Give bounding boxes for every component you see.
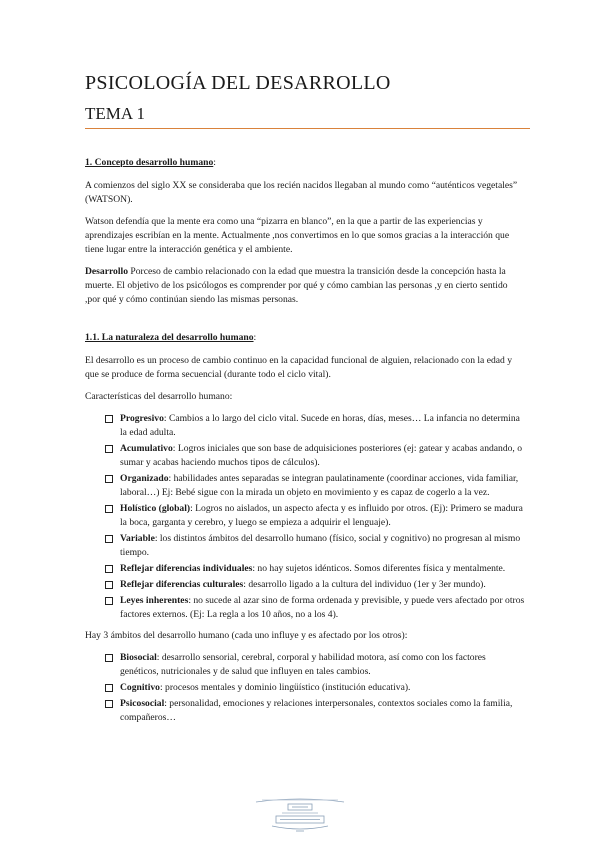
section-spacer bbox=[85, 315, 525, 331]
item-text: : desarrollo ligado a la cultura del individuo (1er y 3er mundo). bbox=[243, 579, 486, 590]
item-text: : Cambios a lo largo del ciclo vital. Sucede en horas, días, meses… La infancia no determina la edad adulta. bbox=[120, 413, 520, 438]
item-term: Holístico (global) bbox=[120, 503, 191, 514]
checkbox-bullet-icon bbox=[105, 475, 113, 483]
checkbox-bullet-icon bbox=[105, 505, 113, 513]
list-intro: Características del desarrollo humano: bbox=[85, 391, 233, 402]
section-heading-concept bbox=[85, 156, 525, 170]
paragraph: Watson defendía que la mente era como una “pizarra en blanco”, en la que a partir de las experiencias y aprendizajes escribían en la mente. Actualmente ,nos convertimos en lo que somos gracias a la interacción que tiene lugar entre la interacción genética y el ambiente. bbox=[85, 216, 510, 255]
list-item bbox=[85, 502, 525, 530]
item-text: : Logros no aislados, un aspecto afecta y es influido por otros. (Ej): Primero se madura la boca, garganta y cerebro, y luego se empieza a adquirir el lenguaje). bbox=[120, 503, 523, 528]
list-item bbox=[85, 532, 525, 560]
definition-paragraph bbox=[85, 265, 525, 307]
heading-colon: : bbox=[253, 332, 257, 343]
item-term: Organizado bbox=[120, 473, 169, 484]
footer-logo bbox=[252, 796, 348, 836]
item-term: Biosocial bbox=[120, 652, 157, 663]
item-text: : personalidad, emociones y relaciones interpersonales, contextos sociales como la familia, compañeros… bbox=[120, 698, 513, 723]
section-heading-nature bbox=[85, 331, 525, 345]
list-item bbox=[85, 681, 525, 695]
checkbox-bullet-icon bbox=[105, 684, 113, 692]
definition-text: Porceso de cambio relacionado con la edad que muestra la transición desde la concepción hasta la muerte. El objetivo de los psicólogos es comprender por qué y cómo cambian las personas ,y en cierto sentido ,por qué y cómo continúan siendo las mismas personas. bbox=[85, 266, 508, 305]
areas-list bbox=[85, 651, 525, 725]
item-term: Psicosocial bbox=[120, 698, 165, 709]
item-term: Reflejar diferencias culturales bbox=[120, 579, 244, 590]
item-term: Leyes inherentes bbox=[120, 595, 189, 606]
checkbox-bullet-icon bbox=[105, 535, 113, 543]
list-item bbox=[85, 562, 525, 576]
item-text: : no hay sujetos idénticos. Somos diferentes física y mentalmente. bbox=[252, 563, 506, 574]
paragraph: El desarrollo es un proceso de cambio continuo en la capacidad funcional de alguien, relacionado con la edad y que se produce de forma secuencial (durante todo el ciclo vital). bbox=[85, 355, 513, 380]
item-term: Cognitivo bbox=[120, 682, 160, 693]
logo-mark bbox=[256, 799, 344, 831]
item-text: : los distintos ámbitos del desarrollo humano (físico, social y cognitivo) no progresan al mismo tiempo. bbox=[120, 533, 521, 558]
item-term: Variable bbox=[120, 533, 155, 544]
item-text: : no sucede al azar sino de forma ordenada y previsible, y puede vers afectado por otros factores externos. (Ej: La regla a los 10 años, no a los 4). bbox=[120, 595, 525, 620]
item-text: : procesos mentales y dominio lingüístico (institución educativa). bbox=[159, 682, 411, 693]
list-intro: Hay 3 ámbitos del desarrollo humano (cada uno influye y es afectado por los otros): bbox=[85, 630, 408, 641]
list-item bbox=[85, 442, 525, 470]
checkbox-bullet-icon bbox=[105, 700, 113, 708]
list-item bbox=[85, 412, 525, 440]
section-heading-text: 1. Concepto desarrollo humano bbox=[85, 157, 214, 168]
item-text: : Logros iniciales que son base de adquisiciones posteriores (ej: gatear y acabas andando, o sumar y acabas haciendo muchos tipos de cálculos). bbox=[120, 443, 523, 468]
characteristics-list bbox=[85, 412, 525, 622]
item-term: Acumulativo bbox=[120, 443, 173, 454]
checkbox-bullet-icon bbox=[105, 581, 113, 589]
list-item bbox=[85, 472, 525, 500]
checkbox-bullet-icon bbox=[105, 415, 113, 423]
document-subtitle: TEMA 1 bbox=[85, 104, 145, 123]
paragraph: A comienzos del siglo XX se consideraba que los recién nacidos llegaban al mundo como “auténticos vegetales” (WATSON). bbox=[85, 180, 518, 205]
checkbox-bullet-icon bbox=[105, 445, 113, 453]
list-item bbox=[85, 594, 525, 622]
checkbox-bullet-icon bbox=[105, 654, 113, 662]
item-term: Reflejar diferencias individuales bbox=[120, 563, 253, 574]
checkbox-bullet-icon bbox=[105, 565, 113, 573]
heading-colon: : bbox=[213, 157, 216, 168]
list-item bbox=[85, 697, 525, 725]
document-title: PSICOLOGÍA DEL DESARROLLO bbox=[85, 72, 391, 94]
section-heading-text: 1.1. La naturaleza del desarrollo humano bbox=[85, 332, 254, 343]
definition-term: Desarrollo bbox=[85, 266, 128, 277]
checkbox-bullet-icon bbox=[105, 597, 113, 605]
list-item bbox=[85, 578, 525, 592]
title-divider bbox=[85, 128, 530, 129]
item-term: Progresivo bbox=[120, 413, 164, 424]
item-text: : habilidades antes separadas se integran paulatinamente (coordinar acciones, vida familiar, laboral…) Ej: Bebé sigue con la mirada un objeto en movimiento y es capaz de cogerlo a la vez. bbox=[120, 473, 519, 498]
item-text: : desarrollo sensorial, cerebral, corporal y habilidad motora, así como con los factores genéticos, nutricionales y de salud que influyen en tales cambios. bbox=[120, 652, 486, 677]
document-body bbox=[85, 156, 525, 732]
list-item bbox=[85, 651, 525, 679]
